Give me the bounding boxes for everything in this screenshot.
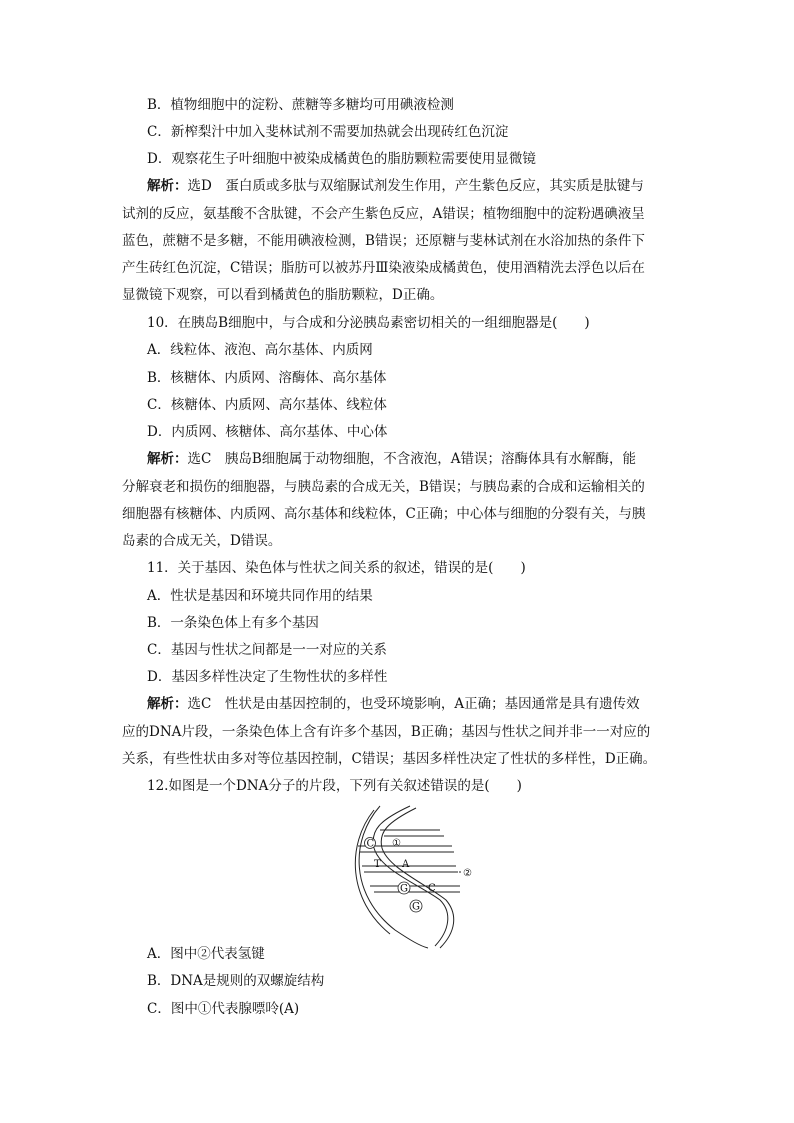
- q10-stem: 10．在胰岛B细胞中，与合成和分泌胰岛素密切相关的一组细胞器是( ): [147, 315, 590, 331]
- analysis-text: 选C 性状是由基因控制的，也受环境影响，A正确；基因通常是具有遗传效: [187, 696, 640, 712]
- q12-option-b: B．DNA是规则的双螺旋结构: [147, 973, 325, 989]
- analysis-label: 解析：: [147, 178, 188, 194]
- figure-label-c2: C: [428, 883, 436, 894]
- q11-analysis-line: [147, 694, 640, 714]
- q10-analysis-line: [147, 449, 636, 469]
- analysis-text: 选C 胰岛B细胞属于动物细胞，不含液泡，A错误；溶酶体具有水解酶，能: [187, 451, 636, 467]
- q10-option-d: D．内质网、核糖体、高尔基体、中心体: [147, 424, 388, 440]
- q12-stem: 12.如图是一个DNA分子的片段，下列有关叙述错误的是( ): [147, 778, 522, 794]
- q10-option-a: A．线粒体、液泡、高尔基体、内质网: [147, 342, 373, 358]
- figure-label-c: C: [366, 838, 375, 850]
- figure-label-t: T: [374, 859, 381, 870]
- q9-analysis-line: 蓝色，蔗糖不是多糖，不能用碘液检测，B错误；还原糖与斐林试剂在水浴加热的条件下: [122, 233, 645, 249]
- figure-label-g2: G: [412, 901, 420, 913]
- q12-option-a: A．图中②代表氢键: [147, 946, 265, 962]
- q9-option-d: D．观察花生子叶细胞中被染成橘黄色的脂肪颗粒需要使用显微镜: [147, 151, 536, 167]
- q12-option-c: C．图中①代表腺嘌呤(A): [147, 1001, 300, 1017]
- q10-option-c: C．核糖体、内质网、高尔基体、线粒体: [147, 397, 387, 413]
- q10-analysis-line: 岛素的合成无关，D错误。: [122, 533, 282, 549]
- q11-option-c: C．基因与性状之间都是一一对应的关系: [147, 642, 387, 658]
- q9-analysis-line: 显微镜下观察，可以看到橘黄色的脂肪颗粒，D正确。: [122, 287, 444, 303]
- q10-analysis-line: 分解衰老和损伤的细胞器，与胰岛素的合成无关，B错误；与胰岛素的合成和运输相关的: [122, 479, 645, 495]
- q11-option-b: B．一条染色体上有多个基因: [147, 615, 319, 631]
- q11-option-a: A．性状是基因和环境共同作用的结果: [147, 588, 373, 604]
- dna-figure: [340, 800, 480, 950]
- analysis-label: 解析：: [147, 696, 188, 712]
- q9-option-c: C．新榨梨汁中加入斐林试剂不需要加热就会出现砖红色沉淀: [147, 124, 509, 140]
- q9-option-b: B．植物细胞中的淀粉、蔗糖等多糖均可用碘液检测: [147, 97, 454, 113]
- q10-option-b: B．核糖体、内质网、溶酶体、高尔基体: [147, 370, 387, 386]
- analysis-text: 选D 蛋白质或多肽与双缩脲试剂发生作用，产生紫色反应，其实质是肽键与: [187, 178, 644, 194]
- dna-strand-left: [359, 806, 428, 948]
- figure-label-2: ②: [463, 868, 472, 879]
- q11-analysis-line: 应的DNA片段，一条染色体上含有许多个基因，B正确；基因与性状之间并非一一对应的: [122, 724, 651, 740]
- q11-option-d: D．基因多样性决定了生物性状的多样性: [147, 669, 388, 685]
- figure-label-g: G: [400, 883, 408, 895]
- analysis-label: 解析：: [147, 451, 188, 467]
- figure-label-1: ①: [392, 838, 401, 849]
- q11-stem: 11．关于基因、染色体与性状之间关系的叙述，错误的是( ): [147, 560, 526, 576]
- q11-analysis-line: 关系，有些性状由多对等位基因控制，C错误；基因多样性决定了性状的多样性，D正确。: [122, 751, 657, 767]
- q9-analysis-line: 试剂的反应，氨基酸不含肽键，不会产生紫色反应，A错误；植物细胞中的淀粉遇碘液呈: [122, 206, 645, 222]
- figure-label-a: A: [402, 859, 410, 870]
- q9-analysis-line: [147, 176, 644, 196]
- q9-analysis-line: 产生砖红色沉淀，C错误；脂肪可以被苏丹Ⅲ染液染成橘黄色，使用酒精洗去浮色以后在: [122, 260, 645, 276]
- q10-analysis-line: 细胞器有核糖体、内质网、高尔基体和线粒体，C正确；中心体与细胞的分裂有关，与胰: [122, 506, 646, 522]
